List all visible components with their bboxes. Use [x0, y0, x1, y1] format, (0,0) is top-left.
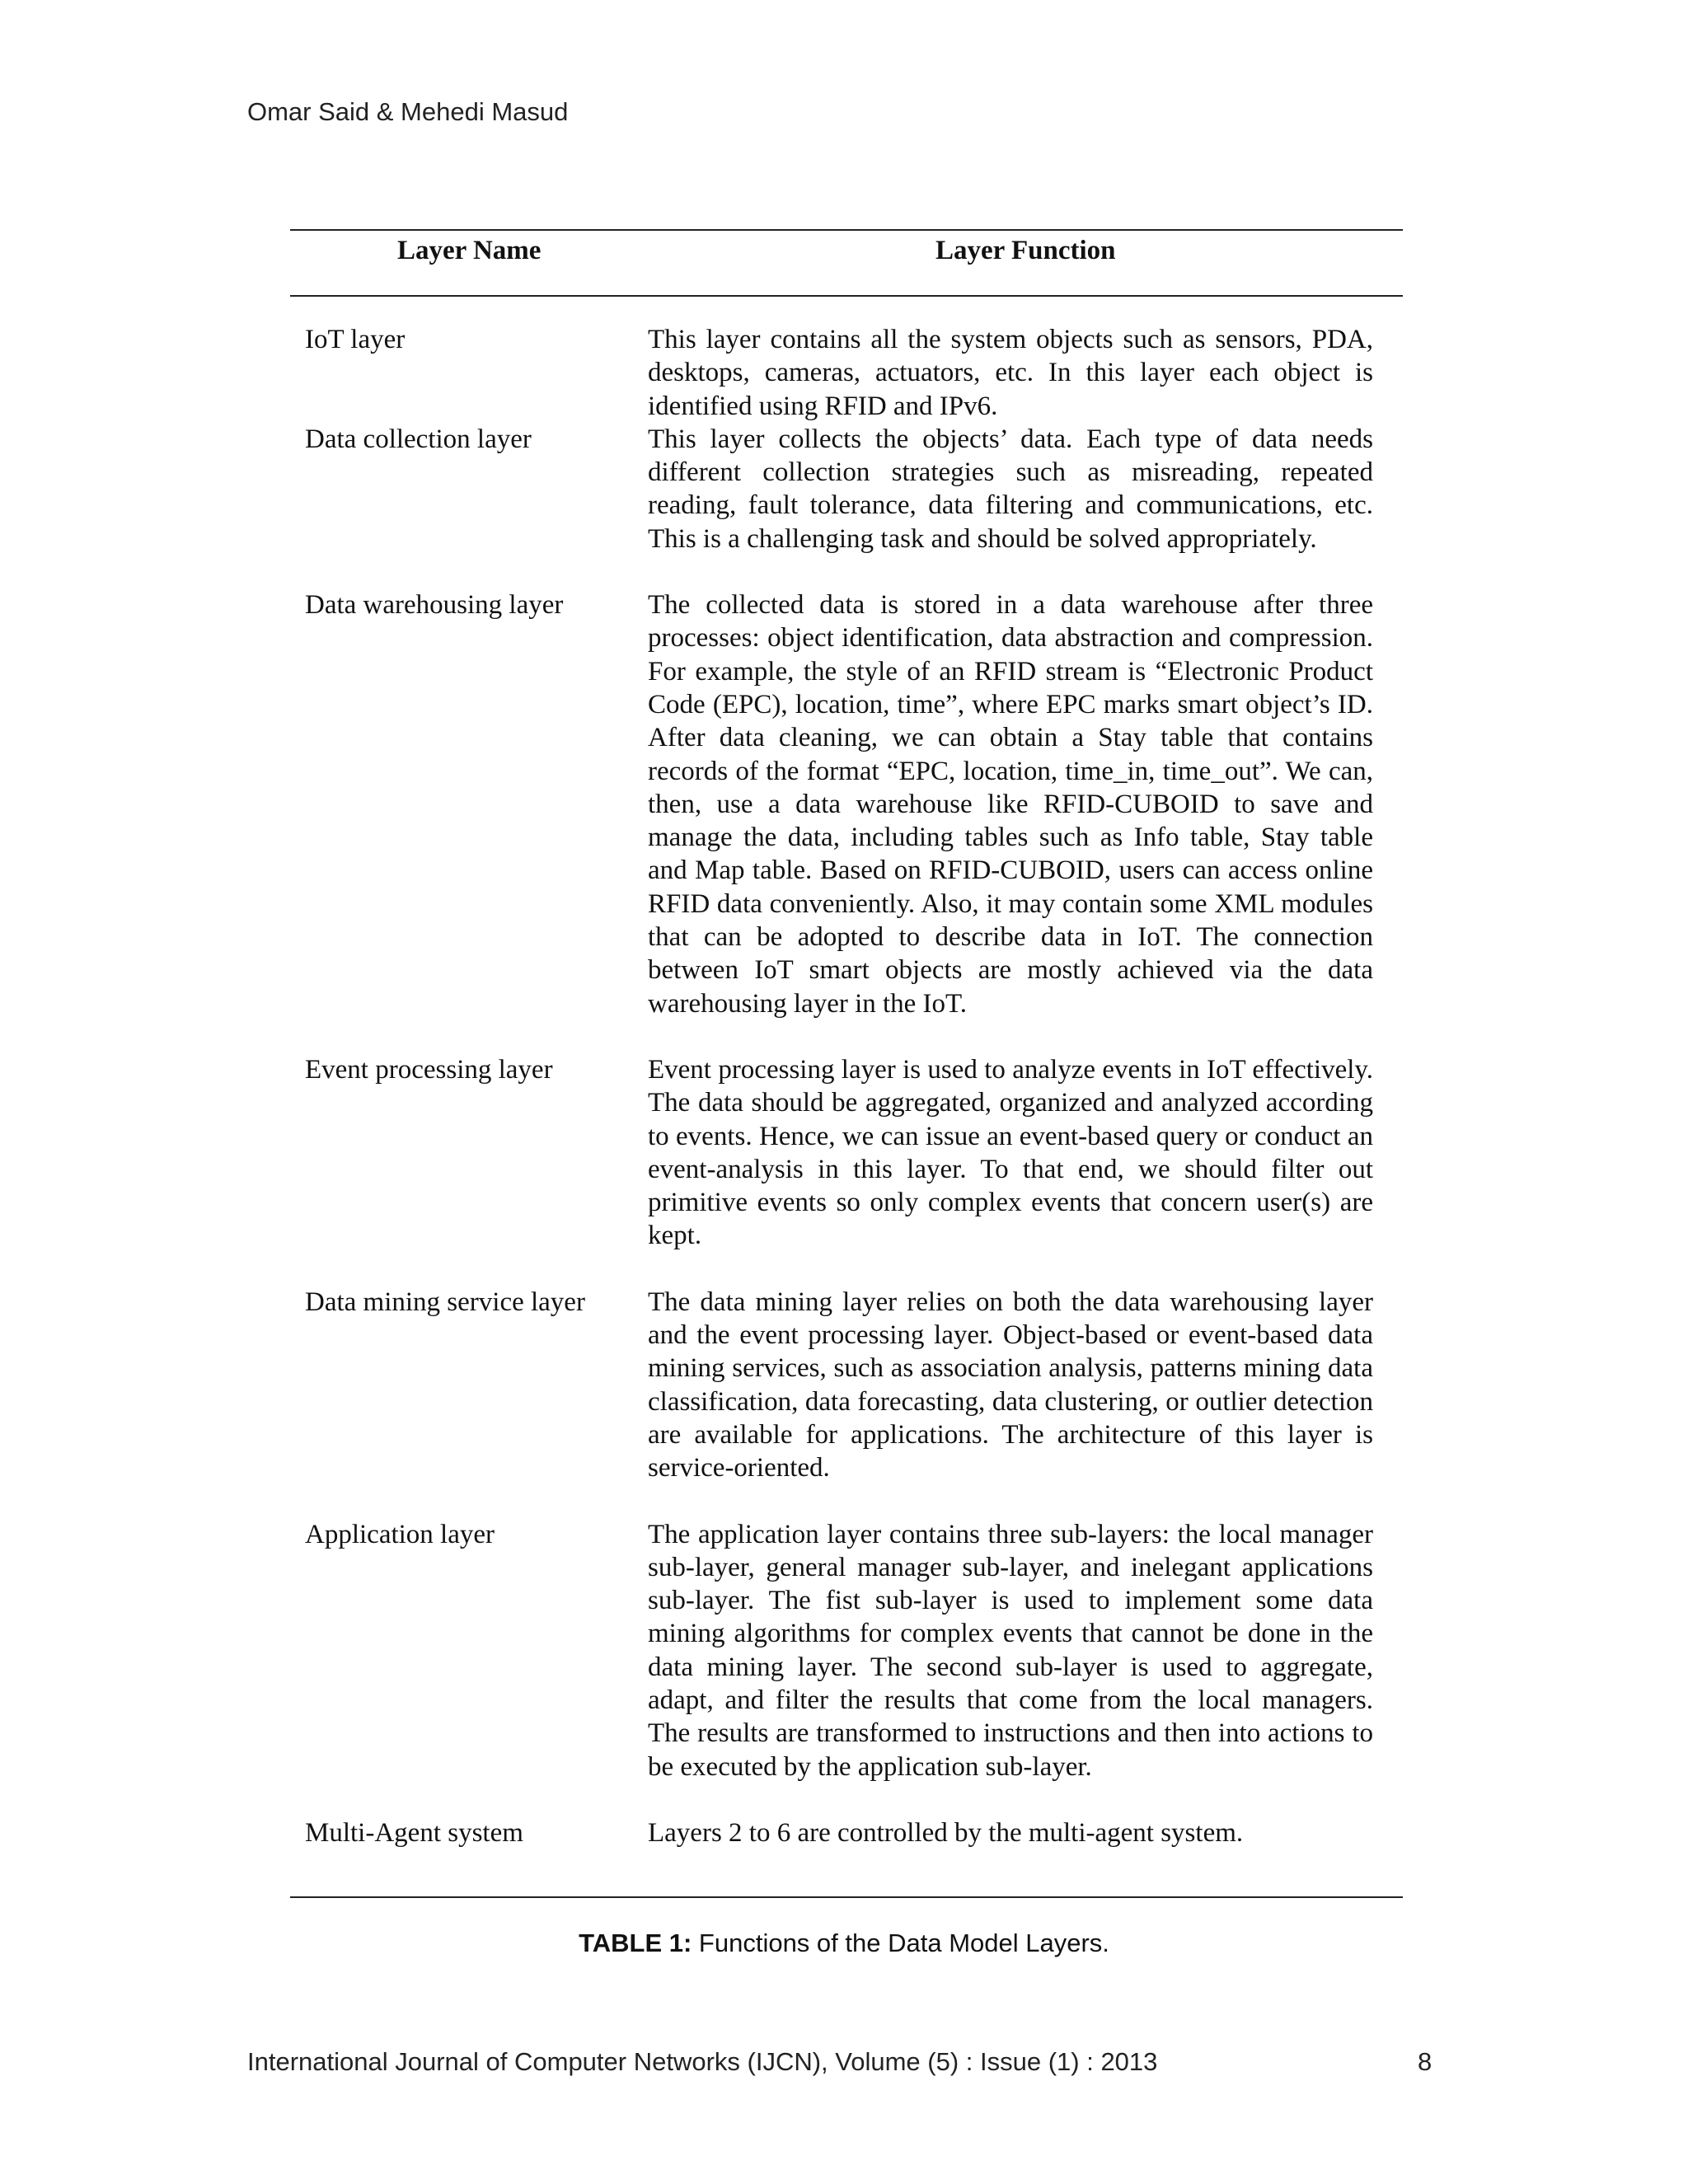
layer-name-cell: Data collection layer [305, 424, 532, 454]
table-row [290, 1518, 1403, 1783]
running-head-authors: Omar Said & Mehedi Masud [247, 97, 569, 126]
layer-name-cell: Application layer [305, 1519, 495, 1549]
layer-function-cell: The collected data is stored in a data warehouse after three processes: object identification, data abstraction and compression. For example, the style of an RFID stream is “Electronic Product Code (EPC), location, time”, where EPC marks smart object’s ID. After data cleaning, we can obtain a Stay table that contains records of the format “EPC, location, time_in, time_out”. We can, then, use a data warehouse like RFID-CUBOID to save and manage the data, including tables such as Info table, Stay table and Map table. Based on RFID-CUBOID, users can access online RFID data conveniently. Also, it may contain some XML modules that can be adopted to describe data in IoT. The connection between IoT smart objects are mostly achieved via the data warehousing layer in the IoT. [648, 590, 1373, 1019]
table-caption-label: TABLE 1: [579, 1929, 692, 1957]
layer-name-cell: Multi-Agent system [305, 1817, 523, 1848]
layer-function-cell: Event processing layer is used to analyze events in IoT effectively. The data should be aggregated, organized and analyzed according to events. Hence, we can issue an event-based query or conduct an event-analysis in this layer. To that end, we should filter out primitive events so only complex events that concern user(s) are kept. [648, 1054, 1373, 1251]
table-top-rule [290, 229, 1403, 231]
table-row [290, 1053, 1403, 1253]
layer-function-cell: The data mining layer relies on both the data warehousing layer and the event processing layer. Object-based or event-based data mining services, such as association analysis, patterns mining data classification, data forecasting, data clustering, or outlier detection are available for applications. The architecture of this layer is service-oriented. [648, 1286, 1373, 1483]
table-row [290, 588, 1403, 1020]
table-caption [0, 1929, 1688, 1958]
layer-function-cell: Layers 2 to 6 are controlled by the multi-agent system. [648, 1817, 1244, 1848]
table-row [290, 1286, 1403, 1485]
table-row [290, 323, 1403, 423]
table-bottom-rule [290, 1896, 1403, 1898]
layer-function-cell: This layer collects the objects’ data. Each type of data needs different collection strategies such as misreading, repeated reading, fault tolerance, data filtering and communications, etc. This is a challenging task and should be solved appropriately. [648, 424, 1373, 554]
table-caption-text: Functions of the Data Model Layers. [692, 1929, 1109, 1957]
column-header-layer-function: Layer Function [935, 236, 1116, 265]
table-row [290, 1816, 1403, 1849]
layer-name-cell: Event processing layer [305, 1054, 553, 1085]
layer-name-cell: IoT layer [305, 325, 406, 354]
journal-footer: International Journal of Computer Networks (IJCN), Volume (5) : Issue (1) : 2013 [247, 2047, 1158, 2076]
layer-name-cell: Data warehousing layer [305, 590, 564, 621]
page-number: 8 [1418, 2047, 1432, 2076]
table-body [290, 323, 1403, 1849]
layer-function-cell: The application layer contains three sub-layers: the local manager sub-layer, general manager sub-layer, and inelegant applications sub-layer. The fist sub-layer is used to implement some data mining algorithms for complex events that cannot be done in the data mining layer. The second sub-layer is used to aggregate, adapt, and filter the results that come from the local managers. The results are transformed to instructions and then into actions to be executed by the application sub-layer. [648, 1519, 1373, 1782]
column-header-layer-name: Layer Name [397, 236, 542, 265]
layer-name-cell: Data mining service layer [305, 1286, 585, 1317]
table-row [290, 423, 1403, 555]
table-header-rule [290, 295, 1403, 297]
layer-function-cell: This layer contains all the system objects such as sensors, PDA, desktops, cameras, actuators, etc. In this layer each object is identified using RFID and IPv6. [648, 325, 1373, 421]
